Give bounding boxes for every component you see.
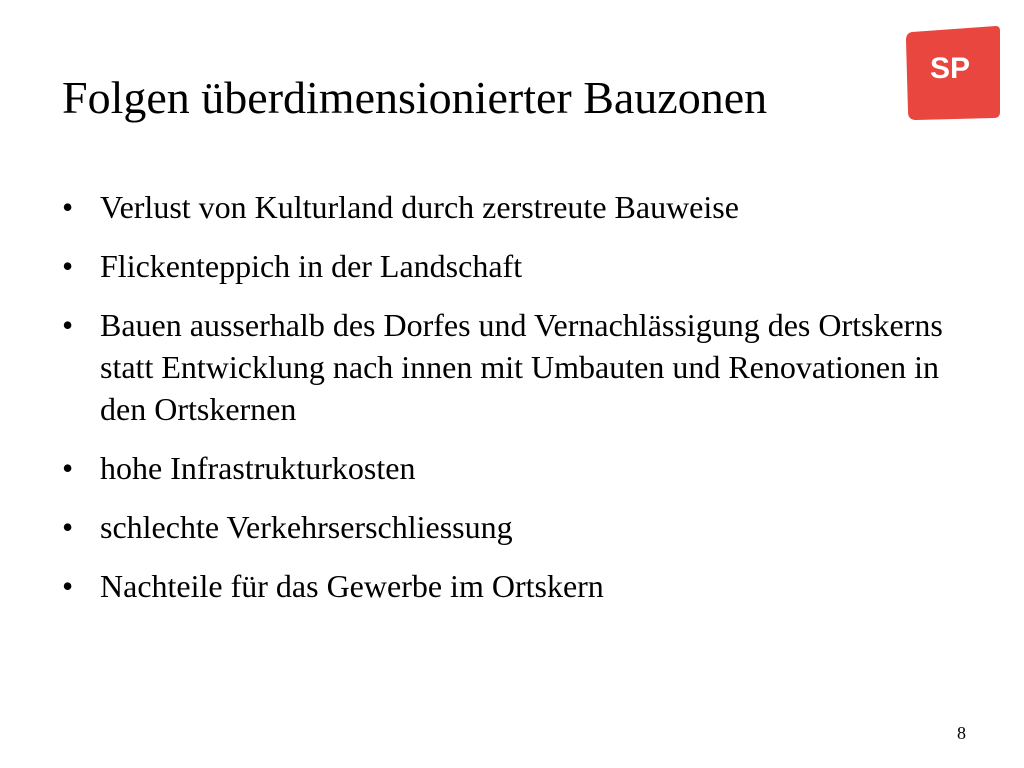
bullet-text: schlechte Verkehrserschliessung [100, 509, 513, 545]
list-item [62, 447, 962, 489]
bullet-text: Nachteile für das Gewerbe im Ortskern [100, 568, 604, 604]
bullet-icon: • [62, 248, 74, 284]
page-number: 8 [957, 723, 966, 743]
sp-logo [904, 26, 1000, 120]
list-item [62, 565, 962, 607]
bullet-icon: • [62, 450, 74, 486]
bullet-text: hohe Infrastrukturkosten [100, 450, 416, 486]
bullet-text: Bauen ausserhalb des Dorfes und Vernachlässigung des Ortskerns statt Entwicklung nach innen mit Umbauten und Renovationen in den Ortskernen [100, 307, 943, 427]
sp-logo-text: SP [929, 52, 971, 85]
bullet-text: Flickenteppich in der Landschaft [100, 248, 523, 284]
list-item [62, 506, 962, 548]
slide-title: Folgen überdimensionierter Bauzonen [62, 72, 768, 123]
bullet-icon: • [62, 189, 74, 225]
list-item [62, 304, 962, 430]
bullet-icon: • [62, 509, 74, 545]
bullet-icon: • [62, 568, 74, 604]
list-item [62, 186, 962, 228]
bullet-text: Verlust von Kulturland durch zerstreute Bauweise [100, 189, 739, 225]
list-item [62, 245, 962, 287]
bullet-icon: • [62, 307, 74, 343]
bullet-list [62, 186, 962, 624]
